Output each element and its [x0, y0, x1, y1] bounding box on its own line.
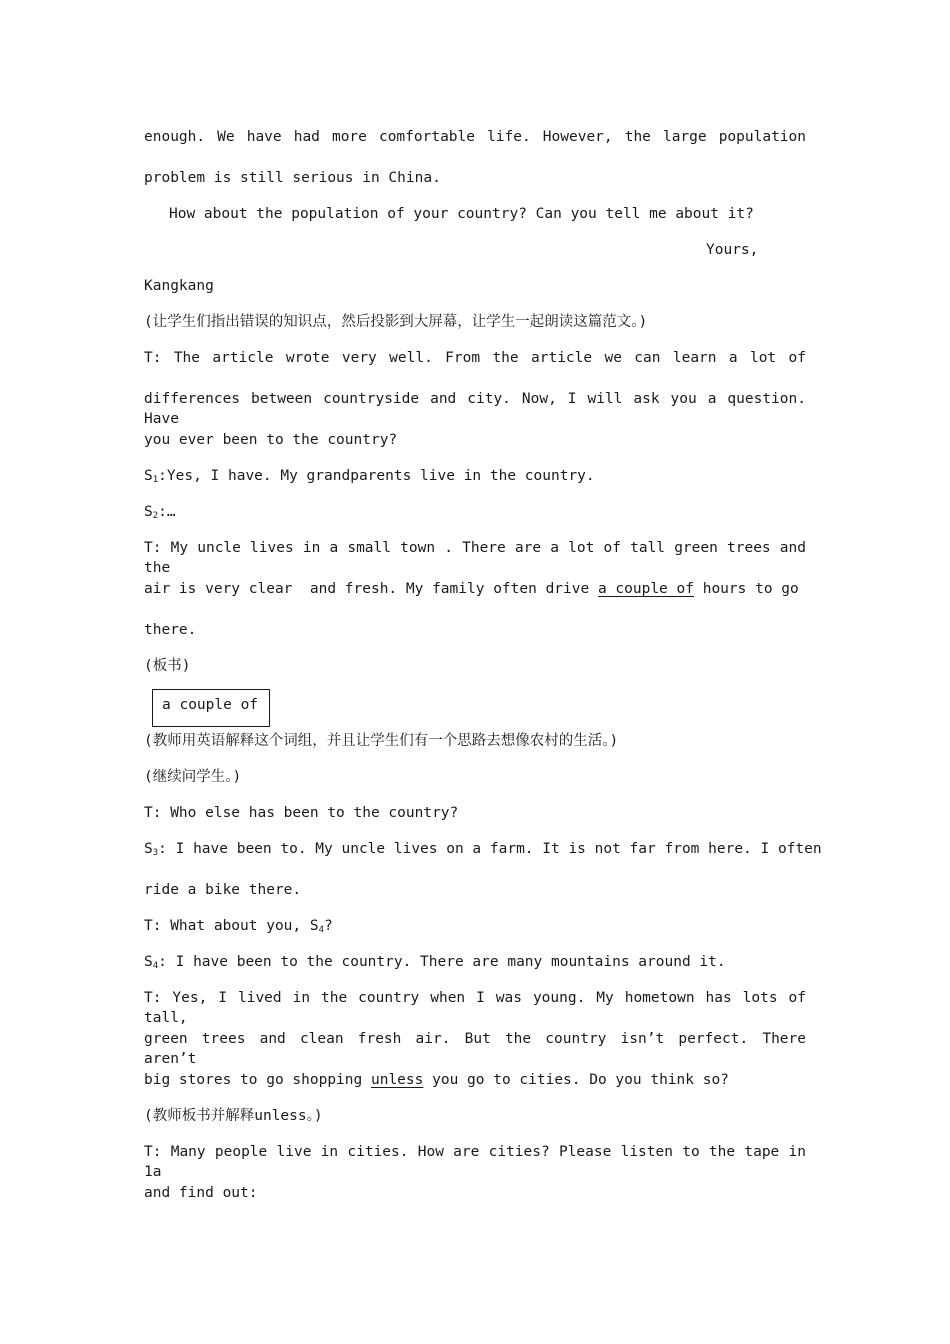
signature-name: Kangkang: [144, 278, 214, 294]
speaker-label: S: [144, 504, 153, 520]
dialogue-line: [144, 916, 806, 936]
text-line: there.: [144, 622, 197, 638]
text-line: ride a bike there.: [144, 882, 302, 898]
text-line: T: The article wrote very well. From the article we can learn a lot of: [144, 350, 806, 366]
teacher-note: (板书): [144, 658, 191, 674]
signature-closing: Yours,: [706, 242, 759, 258]
dialogue-text: ?: [324, 918, 333, 934]
text-line: differences between countryside and city. Now, I will ask you a question. Have: [144, 391, 806, 427]
dialogue-text: T: What about you, S: [144, 918, 319, 934]
blackboard-phrase: a couple of: [162, 697, 259, 713]
text-fragment: you go to cities. Do you think so?: [423, 1072, 729, 1088]
dialogue-line: [144, 466, 806, 486]
dialogue-line: [144, 502, 806, 522]
underlined-word: unless: [370, 1072, 424, 1088]
dialogue-line: [144, 952, 806, 972]
speaker-subscript: 2: [152, 511, 159, 521]
dialogue-text: : I have been to the country. There are many mountains around it.: [158, 954, 726, 970]
teacher-note: (让学生们指出错误的知识点，然后投影到大屏幕，让学生一起朗读这篇范文。): [144, 314, 648, 330]
speaker-label: S: [144, 841, 153, 857]
text-fragment: hours to go: [693, 581, 799, 597]
speaker-subscript: 1: [152, 475, 159, 485]
text-line: and find out:: [144, 1185, 258, 1201]
speaker-subscript: 3: [152, 848, 159, 858]
speaker-subscript: 4: [318, 925, 325, 935]
speaker-label: S: [144, 954, 153, 970]
speaker-subscript: 4: [152, 961, 159, 971]
dialogue-text: :…: [158, 504, 176, 520]
dialogue-text: :Yes, I have. My grandparents live in the country.: [158, 468, 595, 484]
text-line: [144, 579, 806, 599]
dialogue-line: [144, 839, 822, 859]
text-line: [144, 1070, 806, 1090]
text-line: problem is still serious in China.: [144, 170, 441, 186]
teacher-note: (教师用英语解释这个词组，并且让学生们有一个思路去想像农村的生活。): [144, 733, 619, 749]
text-line: T: Who else has been to the country?: [144, 805, 459, 821]
teacher-note: (教师板书并解释unless。): [144, 1108, 323, 1124]
text-fragment: big stores to go shopping: [144, 1072, 371, 1088]
speaker-label: S: [144, 468, 153, 484]
text-line: T: Many people live in cities. How are cities? Please listen to the tape in 1a: [144, 1144, 806, 1180]
text-line: How about the population of your country? Can you tell me about it?: [169, 206, 754, 222]
text-fragment: air is very clear and fresh. My family often drive: [144, 581, 598, 597]
text-line: you ever been to the country?: [144, 432, 398, 448]
dialogue-text: : I have been to. My uncle lives on a farm. It is not far from here. I often: [158, 841, 822, 857]
text-line: green trees and clean fresh air. But the country isn’t perfect. There aren’t: [144, 1031, 806, 1067]
blackboard-box: [152, 689, 270, 727]
text-line: T: Yes, I lived in the country when I was young. My hometown has lots of tall,: [144, 990, 806, 1026]
text-line: T: My uncle lives in a small town . There are a lot of tall green trees and the: [144, 540, 806, 576]
text-line: enough. We have had more comfortable life. However, the large population: [144, 129, 806, 145]
teacher-note: (继续问学生。): [144, 769, 242, 785]
underlined-phrase: a couple of: [597, 581, 694, 597]
